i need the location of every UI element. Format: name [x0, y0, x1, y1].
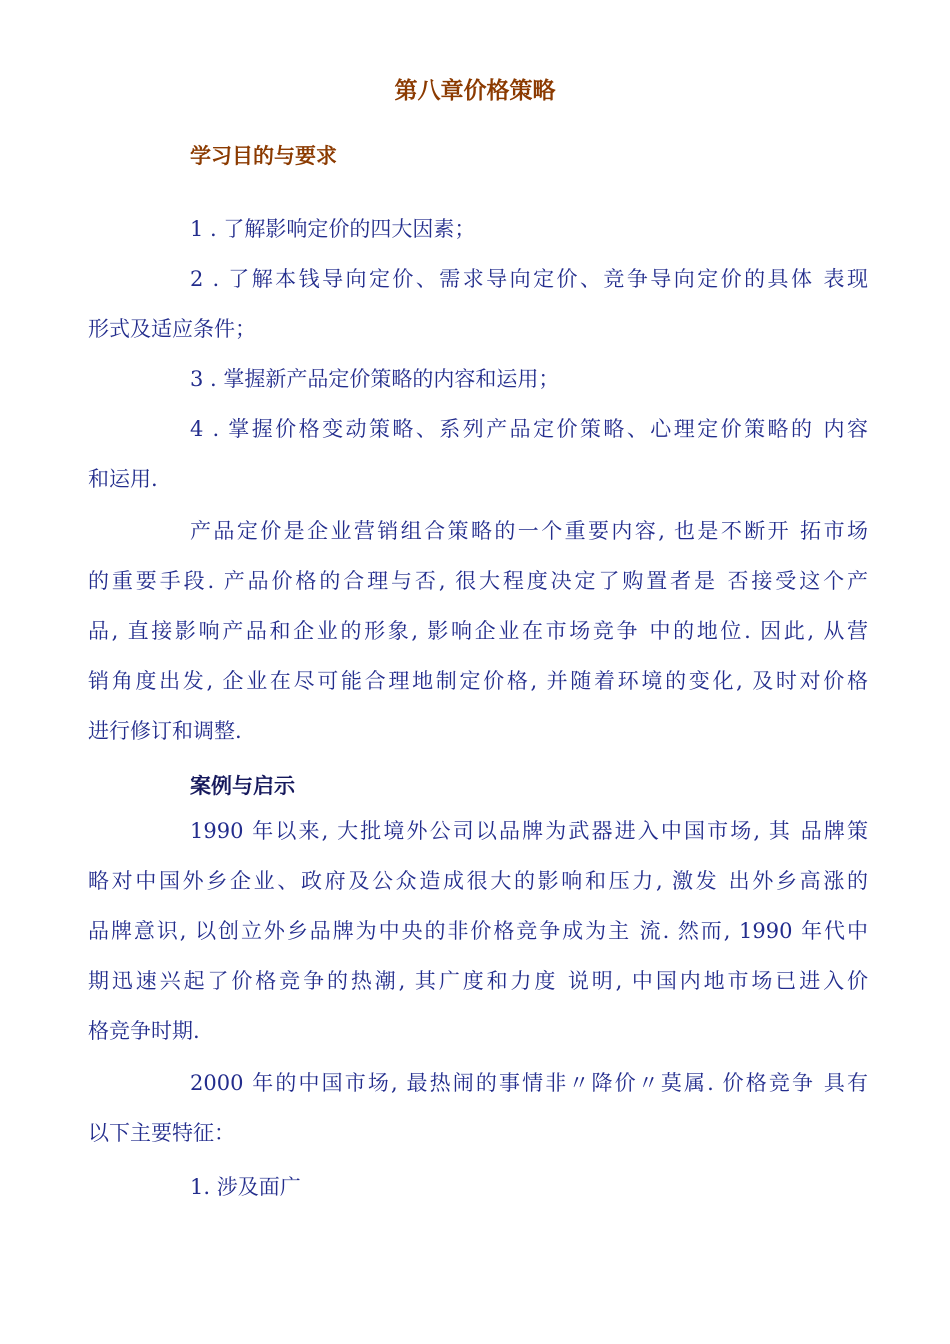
case-p1-line-1: 1990 年以来, 大批境外公司以品牌为武器进入中国市场, 其 品牌策	[190, 819, 868, 843]
objectives-heading: 学习目的与要求	[190, 144, 337, 168]
objective-item-1: 1 . 了解影响定价的四大因素；	[190, 217, 476, 241]
case-paragraph-1	[88, 806, 868, 1056]
case-list-item-1: 1. 涉及面广	[190, 1175, 301, 1199]
intro-line-2: 的重要手段. 产品价格的合理与否, 很大程度决定了购置者是 否接受这个产	[88, 569, 868, 593]
case-list	[88, 1162, 868, 1212]
objectives-list	[88, 204, 868, 504]
case-heading: 案例与启示	[190, 774, 295, 798]
case-paragraph-2	[88, 1058, 868, 1158]
intro-line-5: 进行修订和调整.	[88, 719, 242, 743]
case-p2-line-2: 以下主要特征：	[88, 1121, 235, 1145]
case-p1-line-5: 格竞争时期.	[88, 1019, 200, 1043]
case-p1-line-3: 品牌意识, 以创立外乡品牌为中央的非价格竞争成为主 流. 然而, 1990 年代中	[88, 919, 868, 943]
case-p1-line-4: 期迅速兴起了价格竞争的热潮, 其广度和力度 说明, 中国内地市场已进入价	[88, 969, 868, 993]
objective-item-4-line-2: 和运用.	[88, 467, 158, 491]
intro-line-4: 销角度出发, 企业在尽可能合理地制定价格, 并随着环境的变化, 及时对价格	[88, 669, 868, 693]
objective-item-4-line-1: 4 . 掌握价格变动策略、系列产品定价策略、心理定价策略的 内容	[190, 417, 868, 441]
chapter-title: 第八章价格策略	[394, 78, 556, 104]
intro-line-1: 产品定价是企业营销组合策略的一个重要内容, 也是不断开 拓市场	[190, 519, 868, 543]
intro-line-3: 品, 直接影响产品和企业的形象, 影响企业在市场竞争 中的地位. 因此, 从营	[88, 619, 868, 643]
objective-item-2-line-2: 形式及适应条件；	[88, 317, 256, 341]
case-p1-line-2: 略对中国外乡企业、政府及公众造成很大的影响和压力, 激发 出外乡高涨的	[88, 869, 868, 893]
objective-item-3: 3 . 掌握新产品定价策略的内容和运用；	[190, 367, 560, 391]
intro-paragraph	[88, 506, 868, 756]
objective-item-2-line-1: 2 . 了解本钱导向定价、需求导向定价、竞争导向定价的具体 表现	[190, 267, 868, 291]
case-p2-line-1: 2000 年的中国市场, 最热闹的事情非〃降价〃莫属. 价格竞争 具有	[190, 1071, 868, 1095]
